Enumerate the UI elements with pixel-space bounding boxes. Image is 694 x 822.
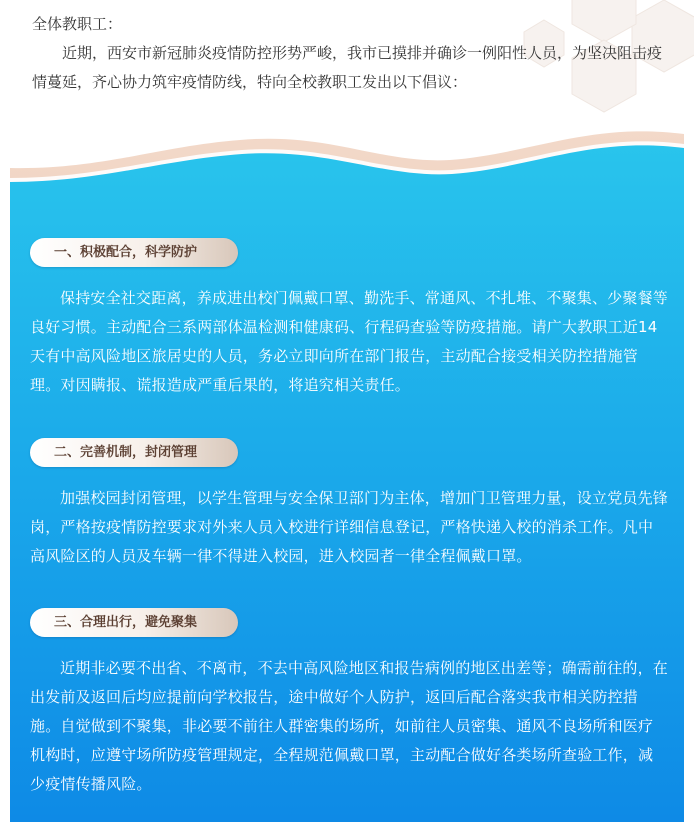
initiative-panel (10, 120, 684, 822)
section-heading-pill (30, 238, 238, 267)
intro-paragraph: 近期，西安市新冠肺炎疫情防控形势严峻，我市已摸排并确诊一例阳性人员，为坚决阻击疫情蔓延，齐心协力筑牢疫情防线，特向全校教职工发出以下倡议： (32, 44, 663, 91)
section-heading: 一、积极配合，科学防护 (54, 245, 198, 260)
section-heading-pill (30, 608, 238, 637)
top-header-area (0, 0, 694, 130)
section-heading: 二、完善机制，封闭管理 (54, 445, 198, 460)
intro-text-block (32, 10, 672, 97)
section-heading: 三、合理出行，避免聚集 (54, 615, 198, 630)
section-body: 近期非必要不出省、不离市，不去中高风险地区和报告病例的地区出差等；确需前往的，在出发前及返回后均应提前向学校报告，途中做好个人防护，返回后配合落实我市相关防控措施。自觉做到不聚集，非必要不前往人群密集的场所，如前往人员密集、通风不良场所和医疗机构时，应遵守场所防疫管理规定，全程规范佩戴口罩，主动配合做好各类场所查验工作，减少疫情传播风险。 (30, 659, 669, 793)
section-body: 加强校园封闭管理，以学生管理与安全保卫部门为主体，增加门卫管理力量，设立党员先锋岗，严格按疫情防控要求对外来人员入校进行详细信息登记，严格快递入校的消杀工作。凡中高风险区的人员及车辆一律不得进入校园，进入校园者一律全程佩戴口罩。 (30, 489, 669, 565)
section-body: 保持安全社交距离，养成进出校门佩戴口罩、勤洗手、常通风、不扎堆、不聚集、少聚餐等良好习惯。主动配合三系两部体温检测和健康码、行程码查验等防疫措施。请广大教职工近14天有中高风险地区旅居史的人员，务必立即向所在部门报告，主动配合接受相关防控措施管理。对因瞒报、谎报造成严重后果的，将追究相关责任。 (30, 289, 669, 394)
section-heading-pill (30, 438, 238, 467)
salutation: 全体教职工： (32, 15, 123, 33)
